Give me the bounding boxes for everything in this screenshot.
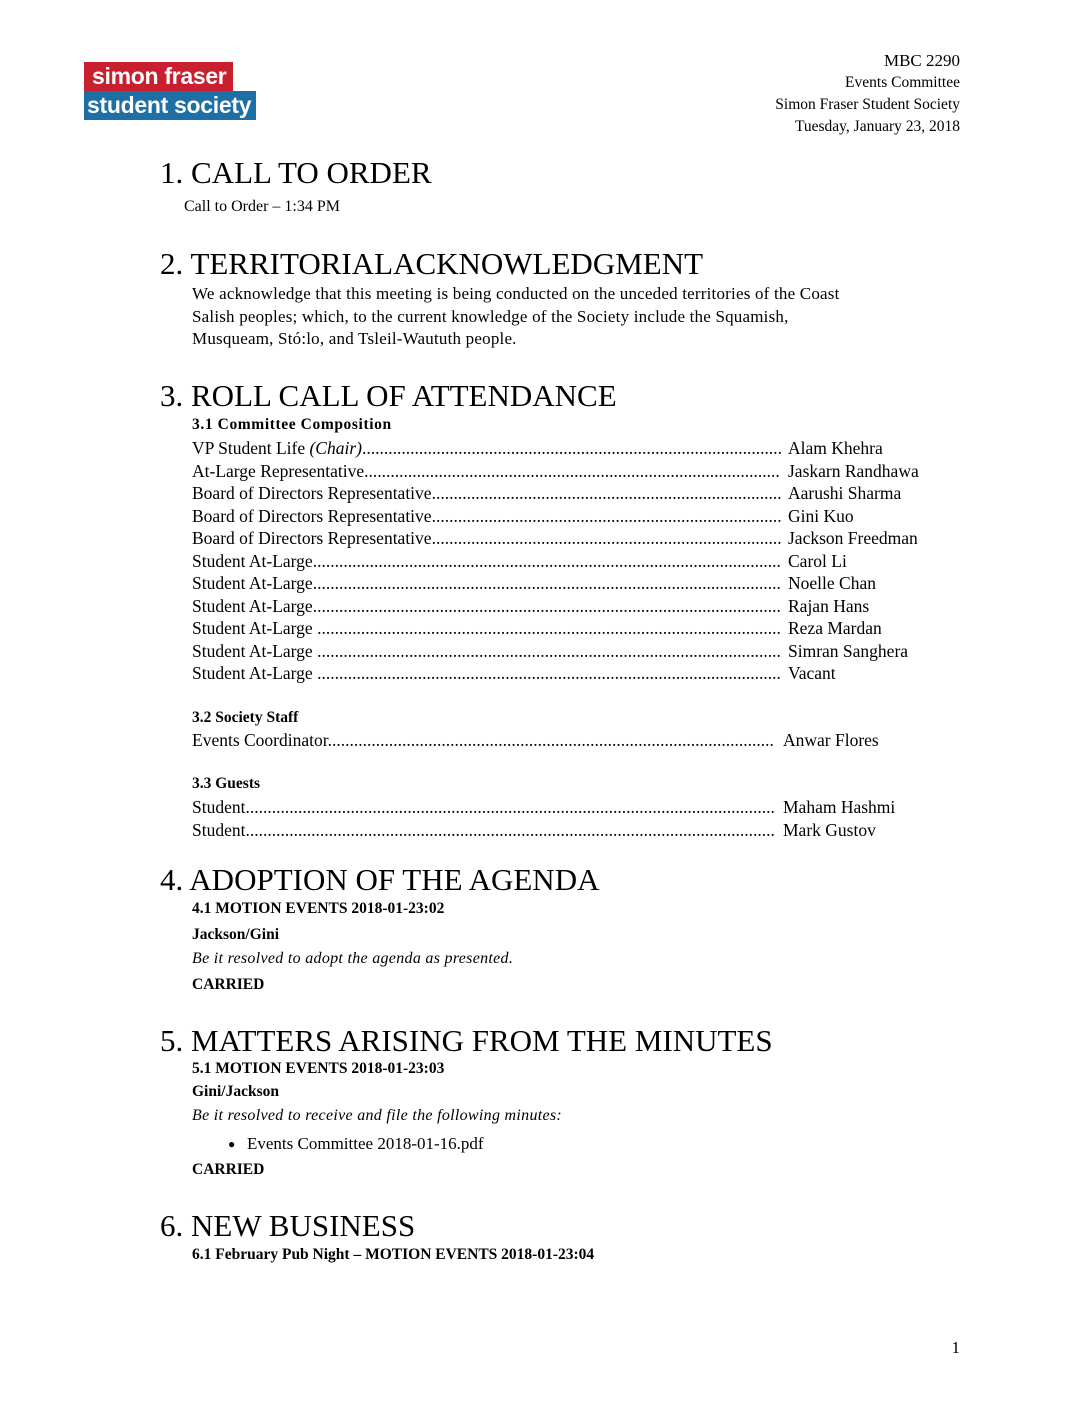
dot-leader: ..........................................................................................................	[317, 663, 781, 683]
attendance-row	[192, 550, 847, 572]
guests-heading: 3.3 Guests	[192, 775, 261, 792]
dot-leader: .........................................................................................................................	[245, 819, 775, 840]
attendance-row	[192, 796, 896, 818]
dot-leader: ...........................................................................................................	[312, 573, 781, 593]
attendee-name: Anwar Flores	[783, 730, 879, 750]
section-1-heading: 1. CALL TO ORDER	[160, 155, 432, 190]
attendee-name: Aarushi Sharma	[788, 483, 902, 503]
bullet-icon: ●	[228, 1137, 236, 1151]
page-number: 1	[951, 1338, 960, 1357]
motion-5-1-movers: Gini/Jackson	[192, 1083, 279, 1100]
section-6-heading: 6. NEW BUSINESS	[160, 1208, 416, 1243]
motion-5-1: 5.1 MOTION EVENTS 2018-01-23:03	[192, 1060, 445, 1077]
attendee-role: Board of Directors Representative	[192, 528, 432, 548]
attendee-name: Rajan Hans	[788, 595, 870, 616]
attendee-role: Student At-Large	[192, 573, 313, 593]
attendance-row	[192, 482, 902, 504]
dot-leader: ......................................................................................................	[327, 730, 774, 750]
attendance-row	[192, 460, 919, 482]
attendance-row	[192, 572, 876, 594]
society-name: Simon Fraser Student Society	[775, 96, 960, 113]
attendance-row	[192, 505, 854, 527]
attendee-role: Board of Directors Representative	[192, 505, 432, 526]
attendee-role: Events Coordinator	[192, 730, 328, 750]
attendee-role: Student At-Large	[192, 550, 313, 571]
attendance-row	[192, 437, 883, 459]
motion-4-1-movers: Jackson/Gini	[192, 926, 279, 943]
acknowledgment-line: Salish peoples; which, to the current knowledge of the Society include the Squamish,	[192, 306, 789, 326]
dot-leader: ................................................................................	[431, 483, 782, 503]
meeting-date: Tuesday, January 23, 2018	[794, 118, 960, 135]
logo-line-1: simon fraser	[84, 62, 233, 91]
attendee-name: Maham Hashmi	[783, 797, 896, 817]
attendance-row	[192, 617, 882, 639]
dot-leader: ..........................................................................................................	[317, 618, 781, 638]
motion-4-1: 4.1 MOTION EVENTS 2018-01-23:02	[192, 900, 445, 917]
motion-5-1-result: CARRIED	[192, 1161, 265, 1178]
attendee-role: Student	[192, 797, 246, 817]
dot-leader: ................................................................................	[431, 528, 782, 548]
attendee-name: Alam Khehra	[788, 438, 883, 458]
dot-leader: .........................................................................................................................	[245, 797, 775, 817]
attendee-name: Mark Gustov	[783, 819, 876, 840]
attendee-role: VP Student Life	[192, 438, 310, 458]
attendance-row	[192, 819, 876, 841]
document-header	[775, 50, 960, 138]
committee-composition-heading: 3.1 Committee Composition	[192, 416, 392, 433]
attendee-role: Student At-Large	[192, 595, 313, 616]
dot-leader: ................................................................................	[431, 505, 782, 526]
attendee-role-note: (Chair)	[309, 438, 362, 458]
dot-leader: ...........................................................................................................	[312, 595, 781, 616]
attendance-row	[192, 640, 909, 662]
committee-name: Events Committee	[845, 74, 960, 91]
attendance-row	[192, 527, 918, 549]
attendance-row	[192, 662, 836, 684]
section-3-heading: 3. ROLL CALL OF ATTENDANCE	[160, 378, 617, 413]
agenda-item-6-1: 6.1 February Pub Night – MOTION EVENTS 2018-01-23:04	[192, 1246, 595, 1263]
attendee-name: Jaskarn Randhawa	[788, 460, 919, 481]
attendee-role: Student At-Large	[192, 663, 318, 683]
attendee-name: Simran Sanghera	[788, 640, 909, 661]
logo-line-2: student society	[84, 91, 256, 120]
motion-4-1-result: CARRIED	[192, 976, 265, 993]
attendee-role: Student	[192, 819, 246, 840]
attendee-role: At-Large Representative	[192, 460, 365, 481]
section-4-heading: 4. ADOPTION OF THE AGENDA	[160, 862, 600, 897]
call-to-order-time: Call to Order – 1:34 PM	[184, 198, 340, 215]
motion-5-1-resolution: Be it resolved to receive and file the following minutes:	[192, 1107, 563, 1124]
attendee-role: Student At-Large	[192, 640, 318, 661]
dot-leader: ................................................................................................	[361, 438, 782, 458]
section-5-heading: 5. MATTERS ARISING FROM THE MINUTES	[160, 1023, 773, 1058]
motion-4-1-resolution: Be it resolved to adopt the agenda as presented.	[192, 950, 514, 967]
attendee-name: Vacant	[788, 663, 836, 683]
attendee-name: Carol Li	[788, 550, 847, 571]
territorial-acknowledgment	[192, 283, 962, 351]
attendee-role: Student At-Large	[192, 618, 318, 638]
section-2-heading: 2. TERRITORIALACKNOWLEDGMENT	[160, 246, 704, 281]
sfss-logo	[84, 62, 264, 120]
attendee-role: Board of Directors Representative	[192, 483, 432, 503]
minutes-file-item: Events Committee 2018-01-16.pdf	[247, 1134, 484, 1153]
acknowledgment-line: We acknowledge that this meeting is being conducted on the unceded territories of the Coast	[192, 284, 840, 303]
attendee-name: Reza Mardan	[788, 618, 882, 638]
attendee-name: Gini Kuo	[788, 505, 854, 526]
meeting-room-code: MBC 2290	[883, 51, 960, 70]
acknowledgment-line: Musqueam, Stó:lo, and Tsleil-Waututh people.	[192, 329, 517, 348]
attendee-name: Noelle Chan	[788, 573, 876, 593]
dot-leader: ...........................................................................................................	[312, 550, 781, 571]
dot-leader: ..........................................................................................................	[317, 640, 781, 661]
dot-leader: ...............................................................................................	[364, 460, 780, 481]
society-staff-heading: 3.2 Society Staff	[192, 709, 299, 726]
attendee-name: Jackson Freedman	[788, 528, 918, 548]
attendance-row	[192, 729, 879, 751]
attendance-row	[192, 595, 870, 617]
